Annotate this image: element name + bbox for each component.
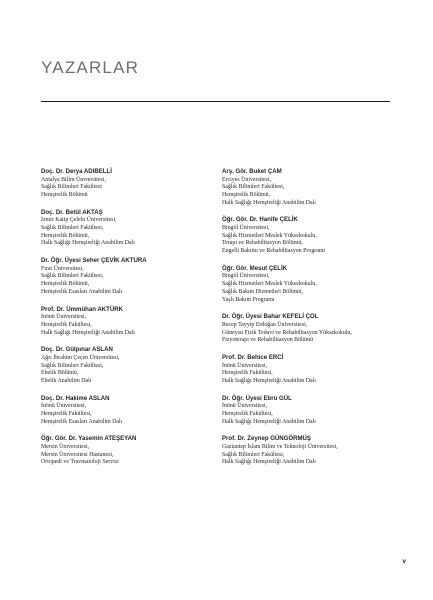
author-entry [41,346,231,385]
author-affiliation-line: İzmir Katip Çelebi Üniversitesi, [41,217,117,224]
author-affiliation-line: Yaşlı Bakım Programı [222,296,275,303]
author-affiliation-line: Mersin Üniversitesi Hastanesi, [41,451,114,458]
author-affiliation-line: Sağlık Bakım Hizmetleri Bölümü, [222,288,303,295]
author-name: Dr. Öğr. Üyesi Seher ÇEVİK AKTURA [41,257,147,265]
author-affiliation-line: İnönü Üniversitesi, [222,403,268,410]
author-affiliation-line: Hemşirelik Bölümü [41,192,88,198]
author-entry [222,265,422,304]
author-affiliation-line: Hemşirelik Bölümü, [222,192,271,198]
author-affiliation-line: Sağlık Hizmetleri Meslek Yüksekokulu, [222,232,317,239]
author-affiliation-line: Ebelik Anabilim Dalı [41,377,92,384]
author-affiliation-line: Gaziantep İslam Bilim ve Teknoloji Üniversitesi, [222,443,338,450]
author-affiliation-line: Fizyoterapi ve Rehabilitasyon Bölümü [222,337,314,344]
author-affiliation-line: İnönü Üniversitesi, [222,362,268,369]
author-affiliation-line: Mersin Üniversitesi, [41,443,90,450]
author-affiliation-line: Hemşirelik Bölümü, [41,232,90,239]
author-affiliation-line: İnönü Üniversitesi, [41,314,87,321]
author-affiliation-line: Antalya Bilim Üniversitesi, [41,176,106,183]
author-affiliation-line: Halk Sağlığı Hemşireliği Anabilim Dalı [41,329,135,336]
author-name: Öğr. Gör. Dr. Yasemin ATEŞEYAN [41,435,137,443]
page-heading: YAZARLAR [41,58,140,77]
author-affiliation-line: Sağlık Bilimleri Fakültesi, [41,225,104,231]
author-affiliation-line: Hemşirelik Bölümü, [41,281,90,288]
author-affiliation-line: Ebelik Bölümü, [41,370,79,377]
author-affiliation-line: Halk Sağlığı Hemşireliği Anabilim Dalı [222,377,316,384]
author-affiliation-line: Sağlık Bilimleri Fakültesi [41,184,102,191]
authors-column-right [222,168,422,467]
author-affiliation-line: Engelli Bakımı ve Rehabilitasyon Programı [222,248,326,255]
author-entry [41,395,231,427]
author-affiliation-line: Fırat Üniversitesi, [41,265,84,272]
author-entry [41,168,231,200]
author-affiliation-line: Hemşirelik Fakültesi, [41,321,92,328]
author-affiliation-line: Hemşirelik Fakültesi, [222,410,273,417]
author-affiliation-line: Ortopedi ve Travmatoloji Servisi [41,459,119,466]
author-entry [222,435,422,467]
author-entry [222,216,422,255]
author-affiliation-line: Terapi ve Rehabilitasyon Bölümü, [222,240,303,247]
authors-column-left [41,168,231,467]
author-affiliation-line: Hemşirelik Fakültesi, [222,370,273,377]
author-entry [41,209,231,248]
author-affiliation-line: Halk Sağlığı Hemşireliği Anabilim Dalı [222,418,316,425]
author-name: Arş. Gör. Buket ÇAM [222,168,282,175]
author-name: Öğr. Gör. Mesut ÇELİK [222,264,288,272]
author-name: Doç. Dr. Derya ADIBELLİ [41,168,112,175]
author-affiliation-line: Sağlık Bilimleri Fakültesi, [41,362,104,369]
author-affiliation-line: Bingöl Üniversitesi, [222,225,270,231]
author-name: Prof. Dr. Zeynep GÜNGÖRMÜŞ [222,435,311,443]
author-entry [41,306,231,338]
author-affiliation-line: Hemşirelik Fakültesi, [41,410,92,417]
author-affiliation-line: Sağlık Bilimleri Fakültesi, [222,451,285,458]
author-affiliation-line: İnönü Üniversitesi, [41,403,87,410]
author-name: Dr. Öğr. Üyesi Bahar KEFELİ ÇOL [222,313,319,321]
author-name: Dr. Öğr. Üyesi Ebru GÜL [222,394,292,402]
author-affiliation-line: Hemşirelik Esasları Anabilim Dalı [41,288,123,295]
page-number: v [402,558,406,565]
heading-rule [41,101,390,102]
author-entry [222,313,422,345]
author-entry [222,168,422,207]
author-affiliation-line: Hemşirelik Esasları Anabilim Dalı [41,418,123,425]
author-affiliation-line: Sağlık Hizmetleri Meslek Yüksekokulu, [222,281,317,288]
author-affiliation-line: Güneysu Fizik Tedavi ve Rehabilitasyon Yüksekokulu, [222,329,352,336]
author-name: Prof. Dr. Behice ERCİ [222,353,284,361]
author-affiliation-line: Halk Sağlığı Hemşireliği Anabilim Dalı [222,459,316,466]
author-affiliation-line: Recep Tayyip Erdoğan Üniversitesi, [222,321,308,328]
author-affiliation-line: Halk Sağlığı Hemşireliği Anabilim Dalı [41,240,135,247]
author-entry [222,395,422,427]
author-affiliation-line: Erciyes Üniversitesi, [222,176,272,183]
author-entry [41,435,231,467]
author-name: Doç. Dr. Hakime ASLAN [41,394,110,402]
author-affiliation-line: Halk Sağlığı Hemşireliği Anabilim Dalı [222,199,316,206]
author-name: Doç. Dr. Gülpınar ASLAN [41,346,113,354]
author-name: Doç. Dr. Betül AKTAŞ [41,208,103,216]
author-name: Prof. Dr. Ümmühan AKTÜRK [41,305,124,313]
author-affiliation-line: Sağlık Bilimleri Fakültesi, [222,184,285,191]
author-affiliation-line: Sağlık Bilimleri Fakültesi, [41,273,104,280]
author-name: Öğr. Gör. Dr. Hanife ÇELİK [222,216,298,224]
author-affiliation-line: Bingöl Üniversitesi, [222,273,270,280]
author-entry [222,354,422,386]
author-affiliation-line: Ağrı İbrahim Çeçen Üniversitesi, [41,354,120,361]
author-entry [41,257,231,296]
